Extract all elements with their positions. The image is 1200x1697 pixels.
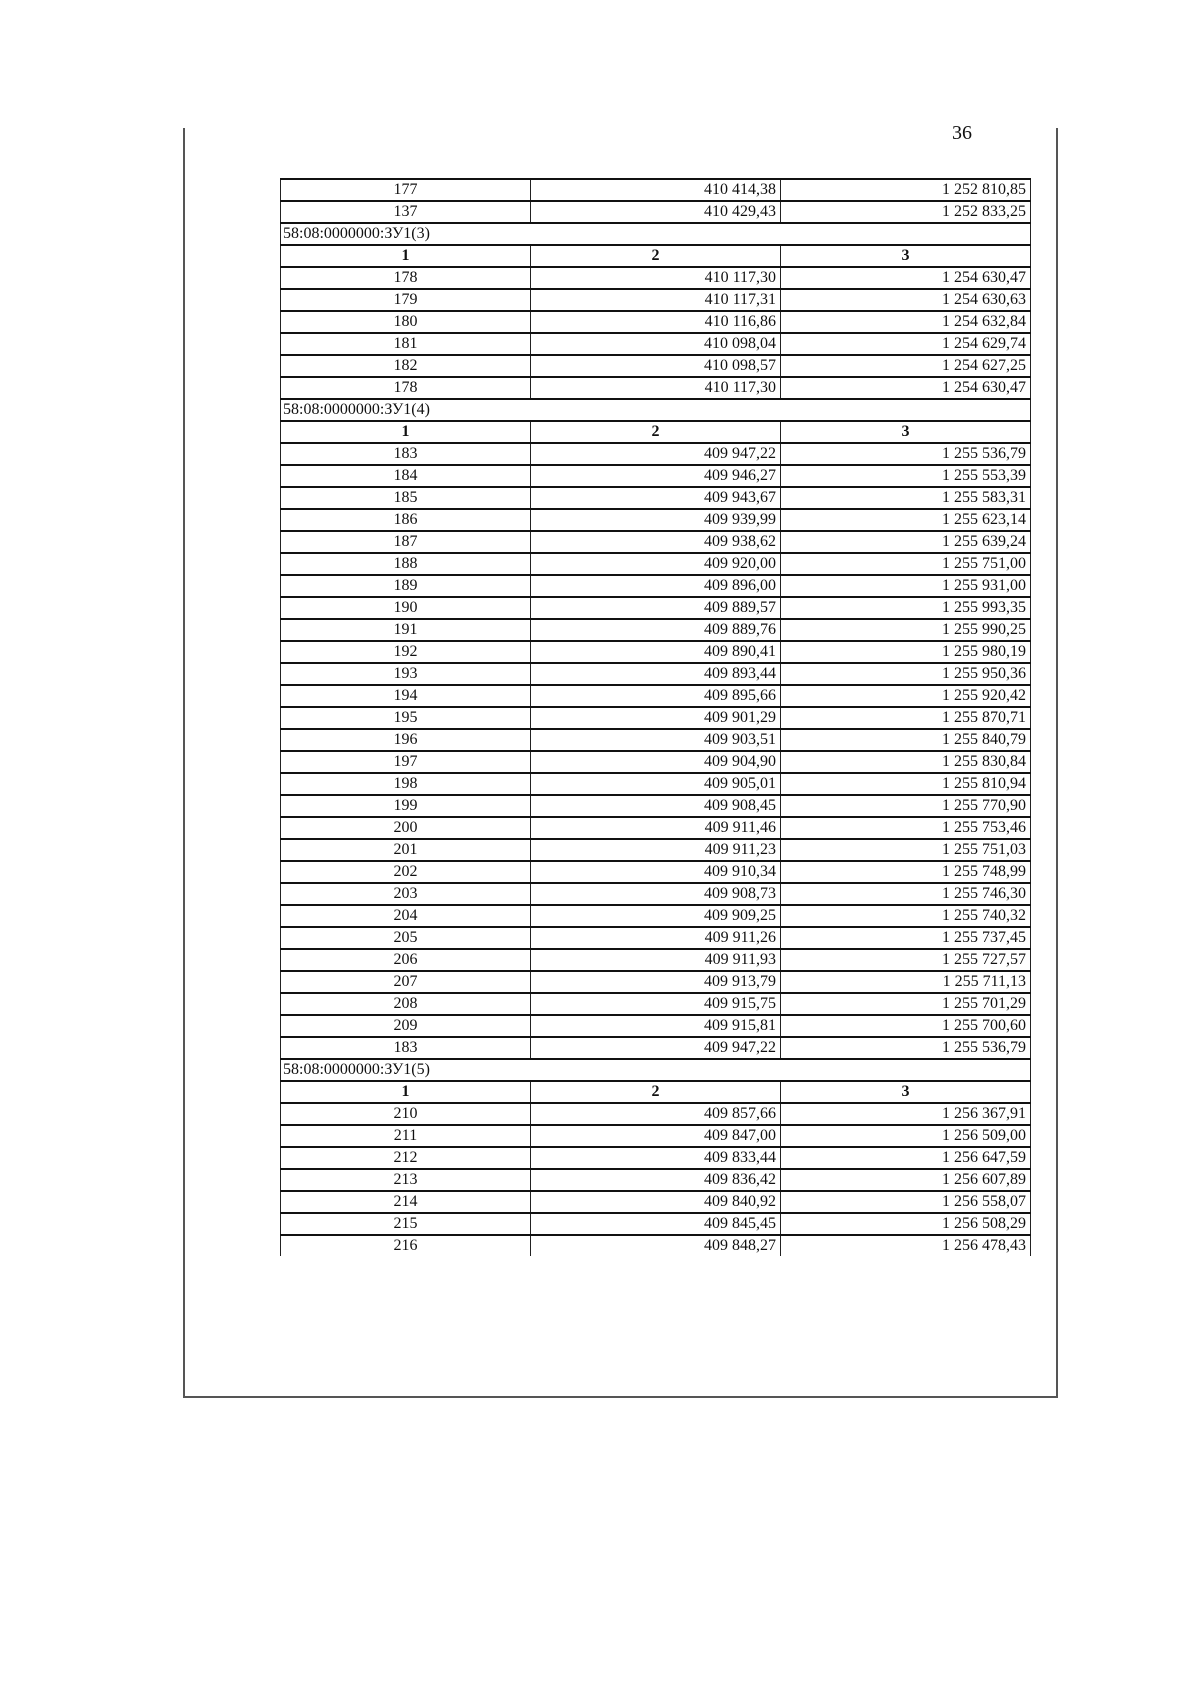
table-row [281,949,1031,971]
table-row [281,311,1031,333]
point-number-cell: 207 [281,971,531,993]
column-header-row [281,421,1031,443]
x-coordinate-cell: 409 904,90 [531,751,781,773]
table-row [281,641,1031,663]
point-number-cell: 212 [281,1147,531,1169]
point-number-cell: 202 [281,861,531,883]
point-number-cell: 193 [281,663,531,685]
column-header-row [281,1081,1031,1103]
table-row [281,971,1031,993]
y-coordinate-cell: 1 256 508,29 [781,1213,1031,1235]
x-coordinate-cell: 409 847,00 [531,1125,781,1147]
x-coordinate-cell: 409 895,66 [531,685,781,707]
x-coordinate-cell: 410 098,04 [531,333,781,355]
y-coordinate-cell: 1 255 583,31 [781,487,1031,509]
y-coordinate-cell: 1 255 920,42 [781,685,1031,707]
y-coordinate-cell: 1 255 770,90 [781,795,1031,817]
x-coordinate-cell: 409 890,41 [531,641,781,663]
x-coordinate-cell: 409 889,76 [531,619,781,641]
x-coordinate-cell: 409 857,66 [531,1103,781,1125]
table-row [281,179,1031,201]
y-coordinate-cell: 1 255 931,00 [781,575,1031,597]
x-coordinate-cell: 409 889,57 [531,597,781,619]
table-row [281,553,1031,575]
x-coordinate-cell: 410 117,31 [531,289,781,311]
table-row [281,905,1031,927]
x-coordinate-cell: 410 098,57 [531,355,781,377]
point-number-cell: 216 [281,1235,531,1256]
y-coordinate-cell: 1 255 990,25 [781,619,1031,641]
y-coordinate-cell: 1 255 753,46 [781,817,1031,839]
y-coordinate-cell: 1 255 751,03 [781,839,1031,861]
x-coordinate-cell: 409 905,01 [531,773,781,795]
x-coordinate-cell: 409 896,00 [531,575,781,597]
table-row [281,267,1031,289]
y-coordinate-cell: 1 255 950,36 [781,663,1031,685]
section-row [281,223,1031,245]
point-number-cell: 182 [281,355,531,377]
table-row [281,707,1031,729]
point-number-cell: 183 [281,443,531,465]
point-number-cell: 215 [281,1213,531,1235]
point-number-cell: 209 [281,1015,531,1037]
y-coordinate-cell: 1 254 630,47 [781,377,1031,399]
column-header: 1 [281,245,531,267]
table-row [281,289,1031,311]
x-coordinate-cell: 410 414,38 [531,179,781,201]
point-number-cell: 200 [281,817,531,839]
table-row [281,509,1031,531]
x-coordinate-cell: 409 915,81 [531,1015,781,1037]
y-coordinate-cell: 1 255 740,32 [781,905,1031,927]
table-row [281,685,1031,707]
table-row [281,1103,1031,1125]
point-number-cell: 197 [281,751,531,773]
column-header-row [281,245,1031,267]
coordinates-table-body [281,179,1031,1256]
x-coordinate-cell: 409 848,27 [531,1235,781,1256]
x-coordinate-cell: 409 845,45 [531,1213,781,1235]
x-coordinate-cell: 409 836,42 [531,1169,781,1191]
y-coordinate-cell: 1 255 840,79 [781,729,1031,751]
column-header: 1 [281,421,531,443]
x-coordinate-cell: 409 913,79 [531,971,781,993]
x-coordinate-cell: 409 943,67 [531,487,781,509]
x-coordinate-cell: 409 911,23 [531,839,781,861]
column-header: 1 [281,1081,531,1103]
y-coordinate-cell: 1 255 536,79 [781,1037,1031,1059]
point-number-cell: 189 [281,575,531,597]
x-coordinate-cell: 409 903,51 [531,729,781,751]
x-coordinate-cell: 409 909,25 [531,905,781,927]
table-row [281,773,1031,795]
table-row [281,487,1031,509]
point-number-cell: 199 [281,795,531,817]
table-row [281,729,1031,751]
table-row [281,927,1031,949]
x-coordinate-cell: 409 947,22 [531,1037,781,1059]
point-number-cell: 211 [281,1125,531,1147]
column-header: 2 [531,245,781,267]
x-coordinate-cell: 409 911,93 [531,949,781,971]
y-coordinate-cell: 1 255 700,60 [781,1015,1031,1037]
y-coordinate-cell: 1 254 629,74 [781,333,1031,355]
x-coordinate-cell: 409 947,22 [531,443,781,465]
table-row [281,751,1031,773]
x-coordinate-cell: 409 911,46 [531,817,781,839]
column-header: 3 [781,1081,1031,1103]
point-number-cell: 198 [281,773,531,795]
point-number-cell: 205 [281,927,531,949]
point-number-cell: 196 [281,729,531,751]
point-number-cell: 187 [281,531,531,553]
point-number-cell: 206 [281,949,531,971]
y-coordinate-cell: 1 252 833,25 [781,201,1031,223]
table-row [281,1191,1031,1213]
y-coordinate-cell: 1 256 558,07 [781,1191,1031,1213]
y-coordinate-cell: 1 252 810,85 [781,179,1031,201]
table-row [281,861,1031,883]
table-row [281,1125,1031,1147]
table-row [281,839,1031,861]
table-row [281,1235,1031,1256]
table-row [281,597,1031,619]
table-row [281,663,1031,685]
y-coordinate-cell: 1 255 737,45 [781,927,1031,949]
y-coordinate-cell: 1 255 701,29 [781,993,1031,1015]
x-coordinate-cell: 410 117,30 [531,377,781,399]
point-number-cell: 204 [281,905,531,927]
point-number-cell: 214 [281,1191,531,1213]
x-coordinate-cell: 410 116,86 [531,311,781,333]
section-label: 58:08:0000000:ЗУ1(5) [281,1059,1031,1081]
y-coordinate-cell: 1 255 980,19 [781,641,1031,663]
y-coordinate-cell: 1 255 993,35 [781,597,1031,619]
x-coordinate-cell: 409 938,62 [531,531,781,553]
table-row [281,1169,1031,1191]
column-header: 3 [781,245,1031,267]
point-number-cell: 194 [281,685,531,707]
table-row [281,817,1031,839]
table-row [281,1147,1031,1169]
column-header: 3 [781,421,1031,443]
y-coordinate-cell: 1 255 870,71 [781,707,1031,729]
table-row [281,531,1031,553]
x-coordinate-cell: 409 920,00 [531,553,781,575]
point-number-cell: 177 [281,179,531,201]
table-row [281,201,1031,223]
page-number: 36 [952,122,972,144]
y-coordinate-cell: 1 255 623,14 [781,509,1031,531]
point-number-cell: 180 [281,311,531,333]
x-coordinate-cell: 409 840,92 [531,1191,781,1213]
point-number-cell: 185 [281,487,531,509]
point-number-cell: 195 [281,707,531,729]
point-number-cell: 178 [281,267,531,289]
x-coordinate-cell: 410 117,30 [531,267,781,289]
point-number-cell: 191 [281,619,531,641]
table-row [281,619,1031,641]
table-row [281,1037,1031,1059]
point-number-cell: 183 [281,1037,531,1059]
y-coordinate-cell: 1 256 607,89 [781,1169,1031,1191]
point-number-cell: 179 [281,289,531,311]
x-coordinate-cell: 409 911,26 [531,927,781,949]
x-coordinate-cell: 409 910,34 [531,861,781,883]
section-row [281,1059,1031,1081]
point-number-cell: 208 [281,993,531,1015]
table-row [281,1213,1031,1235]
x-coordinate-cell: 409 908,73 [531,883,781,905]
point-number-cell: 178 [281,377,531,399]
table-row [281,465,1031,487]
column-header: 2 [531,421,781,443]
point-number-cell: 203 [281,883,531,905]
section-label: 58:08:0000000:ЗУ1(4) [281,399,1031,421]
table-row [281,377,1031,399]
y-coordinate-cell: 1 256 647,59 [781,1147,1031,1169]
point-number-cell: 190 [281,597,531,619]
y-coordinate-cell: 1 255 536,79 [781,443,1031,465]
table-row [281,575,1031,597]
table-row [281,333,1031,355]
table-row [281,355,1031,377]
x-coordinate-cell: 409 915,75 [531,993,781,1015]
point-number-cell: 213 [281,1169,531,1191]
point-number-cell: 210 [281,1103,531,1125]
y-coordinate-cell: 1 254 627,25 [781,355,1031,377]
y-coordinate-cell: 1 254 630,63 [781,289,1031,311]
section-row [281,399,1031,421]
point-number-cell: 181 [281,333,531,355]
x-coordinate-cell: 409 893,44 [531,663,781,685]
point-number-cell: 201 [281,839,531,861]
section-label: 58:08:0000000:ЗУ1(3) [281,223,1031,245]
y-coordinate-cell: 1 255 751,00 [781,553,1031,575]
point-number-cell: 186 [281,509,531,531]
y-coordinate-cell: 1 255 746,30 [781,883,1031,905]
y-coordinate-cell: 1 255 830,84 [781,751,1031,773]
coordinates-table [280,178,1031,1256]
table-row [281,795,1031,817]
point-number-cell: 192 [281,641,531,663]
y-coordinate-cell: 1 256 367,91 [781,1103,1031,1125]
y-coordinate-cell: 1 255 748,99 [781,861,1031,883]
x-coordinate-cell: 409 833,44 [531,1147,781,1169]
y-coordinate-cell: 1 254 632,84 [781,311,1031,333]
x-coordinate-cell: 410 429,43 [531,201,781,223]
point-number-cell: 184 [281,465,531,487]
column-header: 2 [531,1081,781,1103]
y-coordinate-cell: 1 256 509,00 [781,1125,1031,1147]
table-row [281,883,1031,905]
x-coordinate-cell: 409 901,29 [531,707,781,729]
y-coordinate-cell: 1 255 711,13 [781,971,1031,993]
y-coordinate-cell: 1 255 553,39 [781,465,1031,487]
x-coordinate-cell: 409 939,99 [531,509,781,531]
y-coordinate-cell: 1 256 478,43 [781,1235,1031,1256]
point-number-cell: 188 [281,553,531,575]
x-coordinate-cell: 409 946,27 [531,465,781,487]
point-number-cell: 137 [281,201,531,223]
y-coordinate-cell: 1 255 810,94 [781,773,1031,795]
y-coordinate-cell: 1 254 630,47 [781,267,1031,289]
table-row [281,993,1031,1015]
y-coordinate-cell: 1 255 727,57 [781,949,1031,971]
x-coordinate-cell: 409 908,45 [531,795,781,817]
table-row [281,443,1031,465]
y-coordinate-cell: 1 255 639,24 [781,531,1031,553]
table-row [281,1015,1031,1037]
